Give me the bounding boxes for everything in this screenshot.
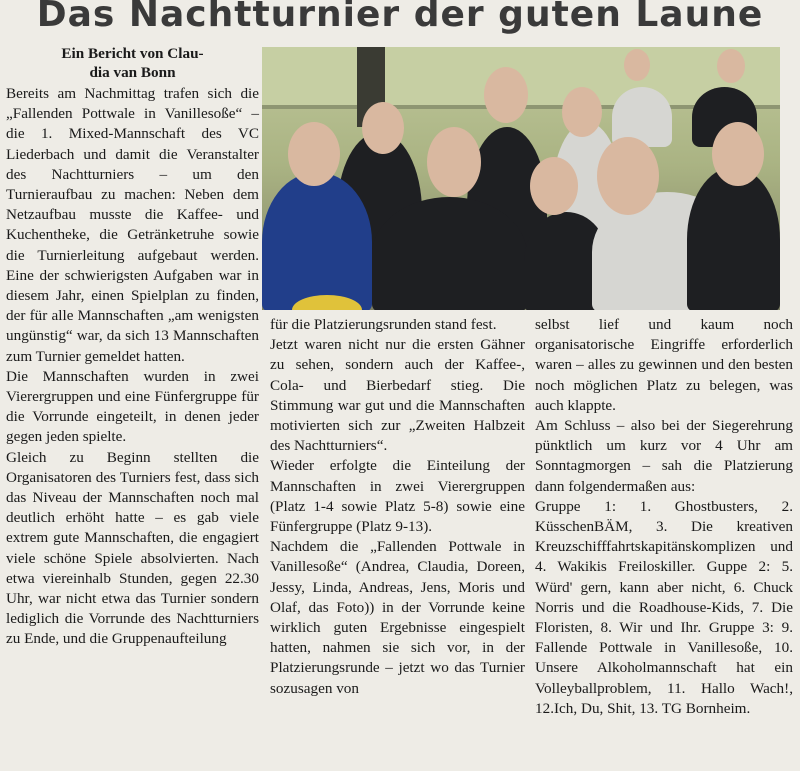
column3-paragraph: Gruppe 1: 1. Ghostbusters, 2. KüsschenBÄM, 3. Die kreativen Kreuzschifffahrtskapitänskomplizen und 4. Wakikis Freiloskiller. Guppe 2: 5. Würd' gern, kann aber nicht, 6. Chuck Norris und die Roadhouse-Kids, 7. Die Floristen, 8. Wir und Ihr. Gruppe 3: 9. Fallende Pottwale in Vanillesoße, 10. Unsere Alkoholmannschaft hat ein Volleyballproblem, 11. Hallo Wach!, 12.Ich, Du, Shit, 13. TG Bornheim. xyxy=(535,497,793,717)
article-headline: Das Nachtturnier der guten Laune xyxy=(36,0,764,35)
article-column-3 xyxy=(535,315,793,719)
article-column-1 xyxy=(6,44,259,650)
column1-paragraph: Gleich zu Beginn stellten die Organisatoren des Turniers fest, dass sich das Niveau der Mannschaften noch mal deutlich erhöht hatte – es gab viele extrem gute Mannschaften, die engagiert viele schöne Spiele absolvierten. Nach etwa viereinhalb Stunden, gegen 22.30 Uhr, war nicht etwa das Turnier sondern lediglich die Vorrunde des Nachtturniers zu Ende, und die Gruppenaufteilung xyxy=(6,448,259,648)
article-byline: Ein Bericht von Clau- dia van Bonn xyxy=(61,45,204,81)
column2-paragraph: für die Platzierungsrunden stand fest. xyxy=(270,316,497,333)
column3-paragraph: selbst lief und kaum noch organisatorische Eingriffe erforderlich waren – alles zu gewinnen und den besten noch möglichen Platz zu belegen, was auch klappte. xyxy=(535,316,793,414)
column2-paragraph: Jetzt waren nicht nur die ersten Gähner zu sehen, sondern auch der Kaffee-, Cola- und Bierbedarf stieg. Die Stimmung war gut und die Mannschaften motivierten sich zur „Zweiten Halbzeit des Nachtturniers“. xyxy=(270,336,525,455)
column1-paragraph: Die Mannschaften wurden in zwei Vierergruppen und eine Fünfergruppe für die Vorrunde eingeteilt, in denen jeder gegen jeden spielte. xyxy=(6,367,259,446)
column3-paragraph: Am Schluss – also bei der Siegerehrung pünktlich um kurz vor 4 Uhr am Sonntagmorgen – sah die Platzierung dann folgendermaßen aus: xyxy=(535,417,793,495)
team-photo xyxy=(262,47,780,310)
column2-paragraph: Nachdem die „Fallenden Pottwale in Vanillesoße“ (Andrea, Claudia, Doreen, Jessy, Linda, Andreas, Jens, Moris und Olaf, das Foto)) in der Vorrunde keine wirklich guten Ergebnisse eingespielt hatten, nahmen sie sich vor, in der Platzierungsrunde – jetzt wo das Turnier sozusagen von xyxy=(270,538,525,697)
column2-paragraph: Wieder erfolgte die Einteilung der Mannschaften in zwei Vierergruppen (Platz 1-4 sowie Platz 5-8) sowie eine Fünfergruppe (Platz 9-13). xyxy=(270,457,525,536)
article-column-2 xyxy=(270,315,525,699)
column1-paragraph: Bereits am Nachmittag trafen sich die „Fallenden Pottwale in Vanillesoße“ – die 1. Mixed-Mannschaft des VC Liederbach und damit die Veranstalter des Nachtturniers – um den Turnieraufbau zu machen: Neben dem Netzaufbau musste die Kaffee- und Kuchentheke, die Getränketruhe sowie die Turnierleitung aufgebaut werden. Eine der schwierigsten Aufgaben war in diesem Jahr, einen Spielplan zu finden, der für alle Mannschaften „am wenigsten ungünstig“ war, da sich 13 Mannschaften zum Turnier gemeldet hatten. xyxy=(6,85,259,365)
